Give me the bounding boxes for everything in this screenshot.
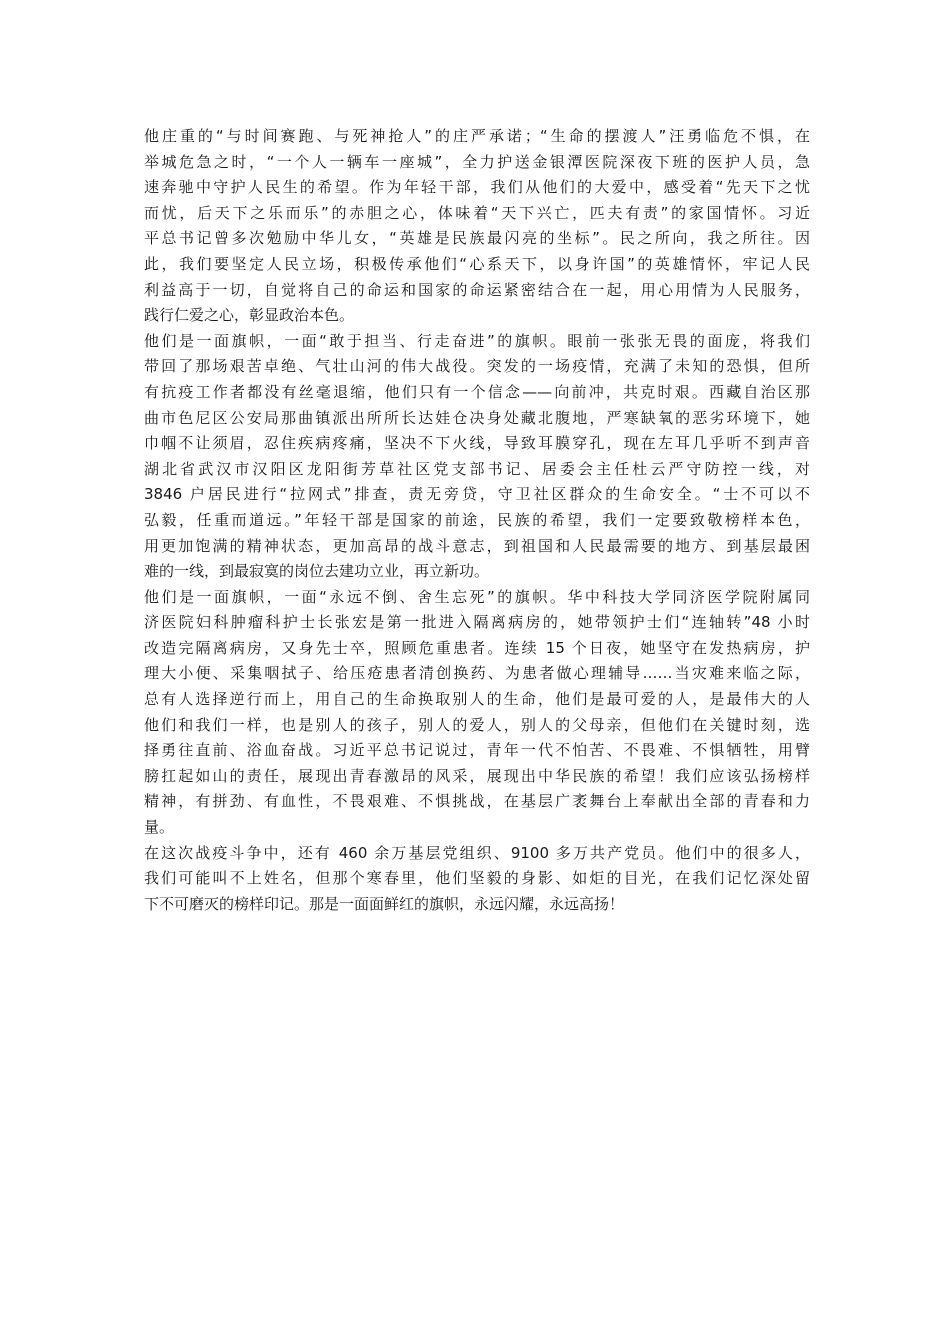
text-line: 带回了那场艰苦卓绝、气壮山河的伟大战役。突发的一场疫情，充满了未知的恐惧，但所: [144, 357, 810, 376]
text-line: 下不可磨灭的榜样印记。那是一面面鲜红的旗帜，永远闪耀，永远高扬！: [144, 894, 625, 913]
text-line: 我们可能叫不上姓名，但那个寒春里，他们坚毅的身影、如炬的目光，在我们记忆深处留: [144, 869, 810, 888]
paragraph-3: [144, 585, 810, 841]
text-line: 膀扛起如山的责任，展现出青春激昂的风采，展现出中华民族的希望！我们应该弘扬榜样: [144, 766, 810, 785]
paragraph-4: [144, 841, 810, 918]
text-line: 量。: [144, 818, 175, 837]
text-line: 改造完隔离病房，又身先士卒，照顾危重患者。连续 15 个日夜，她坚守在发热病房，护: [144, 638, 810, 657]
text-line: 理大小便、采集咽拭子、给压疮患者清创换药、为患者做心理辅导……当灾难来临之际，: [144, 664, 810, 683]
text-line: 济医院妇科肿瘤科护士长张宏是第一批进入隔离病房的，她带领护士们“连轴转”48 小时: [144, 613, 810, 632]
text-line: 他们是一面旗帜，一面“敢于担当、行走奋进”的旗帜。眼前一张张无畏的面庞，将我们: [144, 331, 810, 350]
text-line: 他们是一面旗帜，一面“永远不倒、舍生忘死”的旗帜。华中科技大学同济医学院附属同: [144, 587, 810, 606]
text-line: 举城危急之时，“一个人一辆车一座城”，全力护送金银潭医院深夜下班的医护人员，急: [144, 152, 810, 171]
paragraph-2: [144, 329, 810, 585]
text-line: 用更加饱满的精神状态，更加高昂的战斗意志，到祖国和人民最需要的地方、到基层最困: [144, 536, 810, 555]
text-line: 精神，有拼劲、有血性，不畏艰难、不惧挑战，在基层广袤舞台上奉献出全部的青春和力: [144, 792, 810, 811]
text-line: 弘毅，任重而道远。”年轻干部是国家的前途，民族的希望，我们一定要致敬榜样本色，: [144, 510, 810, 529]
text-line: 巾帼不让须眉，忍住疾病疼痛，坚决不下火线，导致耳膜穿孔，现在左耳几乎听不到声音: [144, 434, 810, 453]
paragraph-1: [144, 124, 810, 329]
text-line: 平总书记曾多次勉励中华儿女，“英雄是民族最闪亮的坐标”。民之所向，我之所往。因: [144, 229, 810, 248]
text-line: 他们和我们一样，也是别人的孩子，别人的爱人，别人的父母亲，但他们在关键时刻，选: [144, 715, 810, 734]
text-line: 速奔驰中守护人民生的希望。作为年轻干部，我们从他们的大爱中，感受着“先天下之忧: [144, 178, 810, 197]
text-line: 践行仁爱之心，彰显政治本色。: [144, 306, 355, 325]
document-body: [144, 124, 810, 917]
text-line: 在这次战疫斗争中，还有 460 余万基层党组织、9100 多万共产党员。他们中的很多人，: [144, 843, 810, 862]
text-line: 他庄重的“与时间赛跑、与死神抢人”的庄严承诺；“生命的摆渡人”汪勇临危不惧，在: [144, 127, 810, 145]
text-line: 利益高于一切，自觉将自己的命运和国家的命运紧密结合在一起，用心用情为人民服务，: [144, 280, 810, 299]
text-line: 难的一线，到最寂寞的岗位去建功立业，再立新功。: [144, 562, 490, 581]
text-line: 湖北省武汉市汉阳区龙阳街芳草社区党支部书记、居委会主任杜云严守防控一线，对: [144, 459, 810, 478]
text-line: 总有人选择逆行而上，用自己的生命换取别人的生命，他们是最可爱的人，是最伟大的人: [144, 690, 810, 709]
text-line: 择勇往直前、浴血奋战。习近平总书记说过，青年一代不怕苦、不畏难、不惧牺牲，用臂: [144, 741, 810, 760]
text-line: 此，我们要坚定人民立场，积极传承他们“心系天下，以身许国”的英雄情怀，牢记人民: [144, 254, 810, 273]
text-line: 有抗疫工作者都没有丝毫退缩，他们只有一个信念——向前冲，共克时艰。西藏自治区那: [144, 382, 810, 401]
text-line: 曲市色尼区公安局那曲镇派出所所长达娃仓决身处藏北腹地，严寒缺氧的恶劣环境下，她: [144, 408, 810, 427]
text-line: 而忧，后天下之乐而乐”的赤胆之心，体味着“天下兴亡，匹夫有责”的家国情怀。习近: [144, 203, 810, 222]
text-line: 3846 户居民进行“拉网式”排查，责无旁贷，守卫社区群众的生命安全。“士不可以不: [144, 485, 810, 504]
